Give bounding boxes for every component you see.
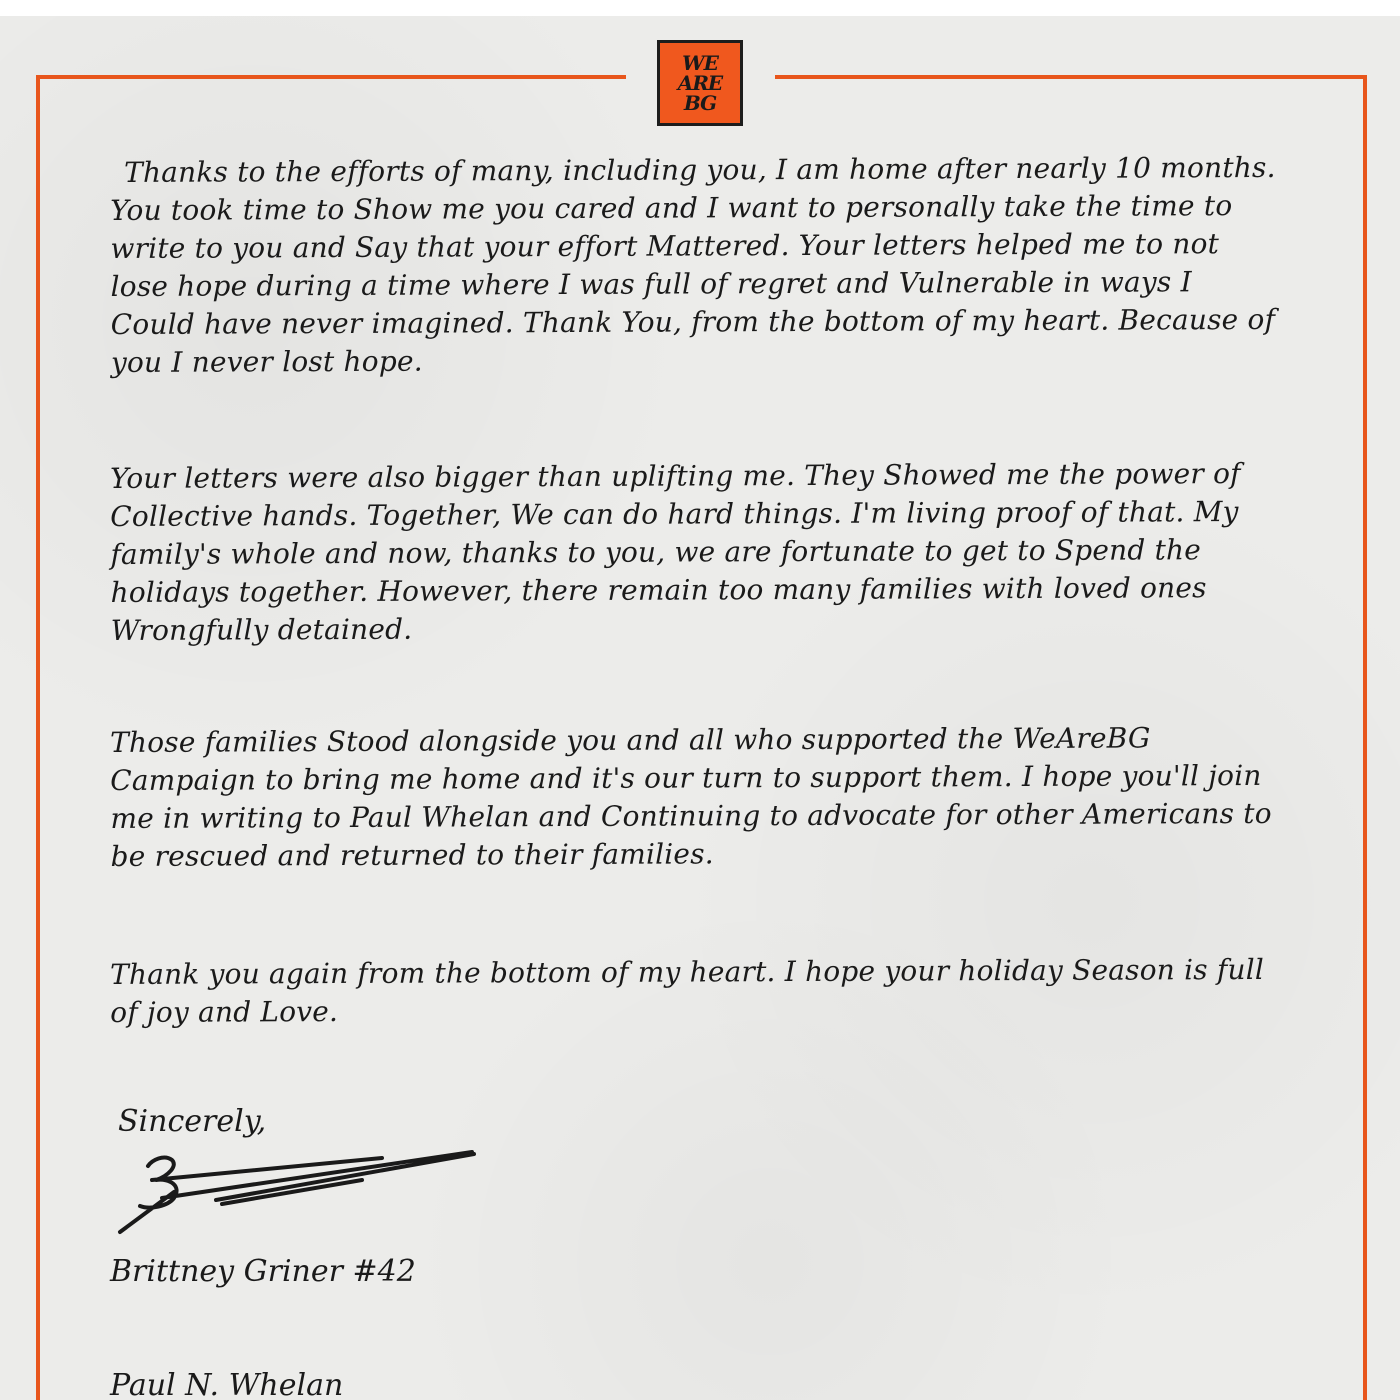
closing-salutation: Sincerely, [118, 1104, 267, 1139]
frame-border-left [36, 75, 40, 1400]
recipient-name: Paul N. Whelan [110, 1368, 344, 1400]
frame-border-right [1363, 75, 1367, 1400]
we-are-bg-logo [657, 40, 743, 126]
frame-border-top-right [775, 75, 1367, 79]
paragraph-3: Those families Stood alongside you and all who supported the WeAreBG Campaign to bring me home and it's our turn to support them. I hope you'll join me in writing to Paul Whelan and Continuing to advocate for other Americans to be rescued and returned to their families. [110, 721, 1272, 873]
top-margin [0, 0, 1400, 16]
signature-name: Brittney Griner #42 [110, 1254, 416, 1289]
paragraph-1: Thanks to the efforts of many, including you, I am home after nearly 10 months. You took time to Show me you cared and I want to personally take the time to write to you and Say that your effort Mattered. Your letters helped me to not lose hope during a time where I was full of regret and Vulnerable in ways I Could have never imagined. Thank You, from the bottom of my heart. Because of you I never lost hope. [110, 150, 1276, 379]
frame-border-top-left [36, 75, 626, 79]
handwritten-signature [112, 1140, 492, 1240]
paragraph-4: Thank you again from the bottom of my heart. I hope your holiday Season is full of joy and Love. [110, 952, 1265, 1029]
logo-line-2: ARE [677, 71, 723, 95]
logo-line-1: WE [682, 51, 718, 75]
paragraph-2: Your letters were also bigger than uplifting me. They Showed me the power of Collective hands. Together, We can do hard things. I'm living proof of that. My family's whole and now, thanks to you, we are fortunate to get to Spend the holidays together. However, there remain too many families with loved ones Wrongfully detained. [110, 457, 1241, 647]
logo-line-3: BG [683, 91, 717, 115]
